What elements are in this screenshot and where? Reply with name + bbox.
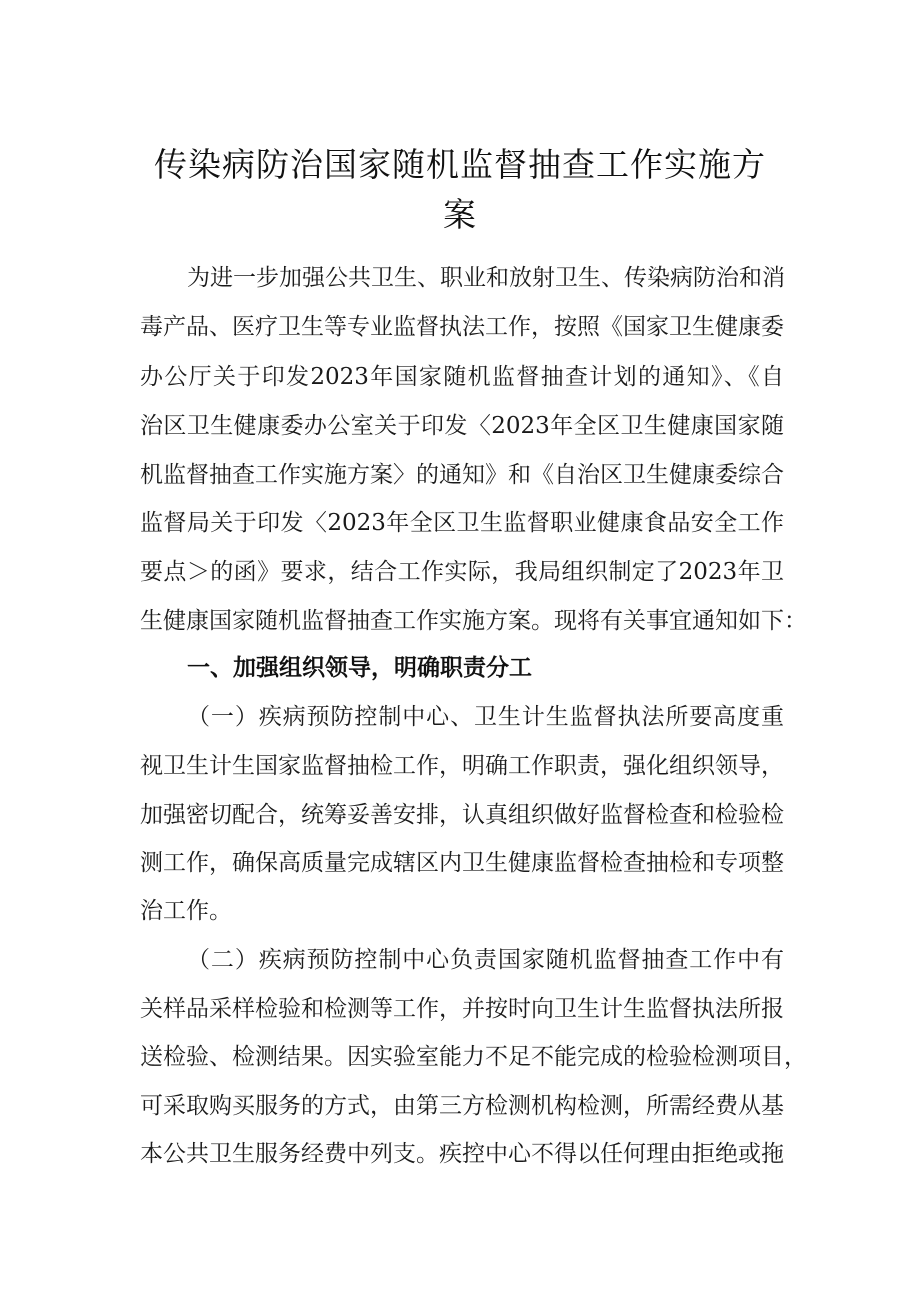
paragraph-1-line-7: 要点＞的函》要求，结合工作实际，我局组织制定了2023年卫	[140, 559, 784, 585]
paragraph-1-line-4: 治区卫生健康委办公室关于印发〈2023年全区卫生健康国家随	[140, 413, 784, 439]
paragraph-3-line-2: 关样品采样检验和检测等工作，并按时向卫生计生监督执法所报	[140, 996, 784, 1022]
paragraph-2-line-4: 测工作，确保高质量完成辖区内卫生健康监督检查抽检和专项整	[140, 850, 784, 876]
paragraph-1-line-5: 机监督抽查工作实施方案〉的通知》和《自治区卫生健康委综合	[140, 462, 784, 488]
paragraph-1-line-2: 毒产品、医疗卫生等专业监督执法工作，按照《国家卫生健康委	[140, 314, 784, 340]
section-heading-1: 一、加强组织领导，明确职责分工	[187, 655, 532, 681]
paragraph-1-line-1: 为进一步加强公共卫生、职业和放射卫生、传染病防治和消	[187, 265, 785, 291]
paragraph-2-line-2: 视卫生计生国家监督抽检工作，明确工作职责，强化组织领导，	[140, 753, 784, 779]
paragraph-3-line-5: 本公共卫生服务经费中列支。疾控中心不得以任何理由拒绝或拖	[140, 1141, 784, 1167]
paragraph-1-line-3: 办公厅关于印发2023年国家随机监督抽查计划的通知》、《自	[140, 364, 784, 390]
paragraph-2-line-5: 治工作。	[140, 898, 232, 924]
paragraph-1-line-8: 生健康国家随机监督抽查工作实施方案。现将有关事宜通知如下：	[140, 608, 807, 634]
paragraph-3-line-3: 送检验、检测结果。因实验室能力不足不能完成的检验检测项目，	[140, 1044, 807, 1070]
document-title-line-2: 案	[443, 195, 477, 234]
paragraph-3-line-1: （二）疾病预防控制中心负责国家随机监督抽查工作中有	[187, 947, 784, 973]
paragraph-1-line-6: 监督局关于印发〈2023年全区卫生监督职业健康食品安全工作	[140, 510, 784, 536]
paragraph-3-line-4: 可采取购买服务的方式，由第三方检测机构检测，所需经费从基	[140, 1093, 784, 1119]
paragraph-2-line-3: 加强密切配合，统筹妥善安排，认真组织做好监督检查和检验检	[140, 802, 784, 828]
paragraph-2-line-1: （一）疾病预防控制中心、卫生计生监督执法所要高度重	[187, 704, 784, 730]
document-title-line-1: 传染病防治国家随机监督抽查工作实施方	[154, 145, 766, 184]
